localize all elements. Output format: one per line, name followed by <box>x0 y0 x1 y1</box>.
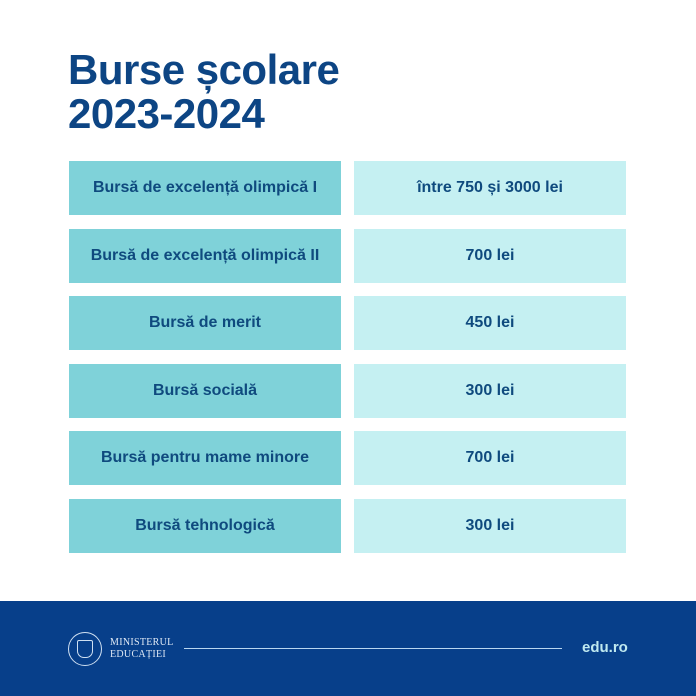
table-row <box>69 499 626 553</box>
scholarship-label: Bursă de merit <box>69 296 341 350</box>
scholarship-label: Bursă de excelență olimpică I <box>69 161 341 215</box>
ministry-line-2: EDUCAȚIEI <box>110 649 167 660</box>
page-title <box>68 48 339 136</box>
shield-icon <box>77 640 93 658</box>
title-line-2: 2023-2024 <box>68 90 265 137</box>
scholarship-value: 450 lei <box>354 296 626 350</box>
scholarship-label: Bursă tehnologică <box>69 499 341 553</box>
coat-of-arms-icon <box>68 632 102 666</box>
ministry-name <box>110 637 174 661</box>
scholarship-label: Bursă socială <box>69 364 341 418</box>
footer-divider <box>184 648 562 649</box>
scholarship-value: 300 lei <box>354 364 626 418</box>
scholarship-value: între 750 și 3000 lei <box>354 161 626 215</box>
table-row <box>69 296 626 350</box>
table-row <box>69 229 626 283</box>
table-row <box>69 161 626 215</box>
scholarship-label: Bursă pentru mame minore <box>69 431 341 485</box>
table-row <box>69 364 626 418</box>
ministry-line-1: MINISTERUL <box>110 637 174 648</box>
scholarship-value: 700 lei <box>354 431 626 485</box>
website-link[interactable]: edu.ro <box>582 639 628 656</box>
scholarship-value: 300 lei <box>354 499 626 553</box>
scholarship-table <box>69 161 626 567</box>
table-row <box>69 431 626 485</box>
title-line-1: Burse școlare <box>68 46 340 93</box>
footer-bar <box>0 601 696 696</box>
scholarship-label: Bursă de excelență olimpică II <box>69 229 341 283</box>
scholarship-value: 700 lei <box>354 229 626 283</box>
